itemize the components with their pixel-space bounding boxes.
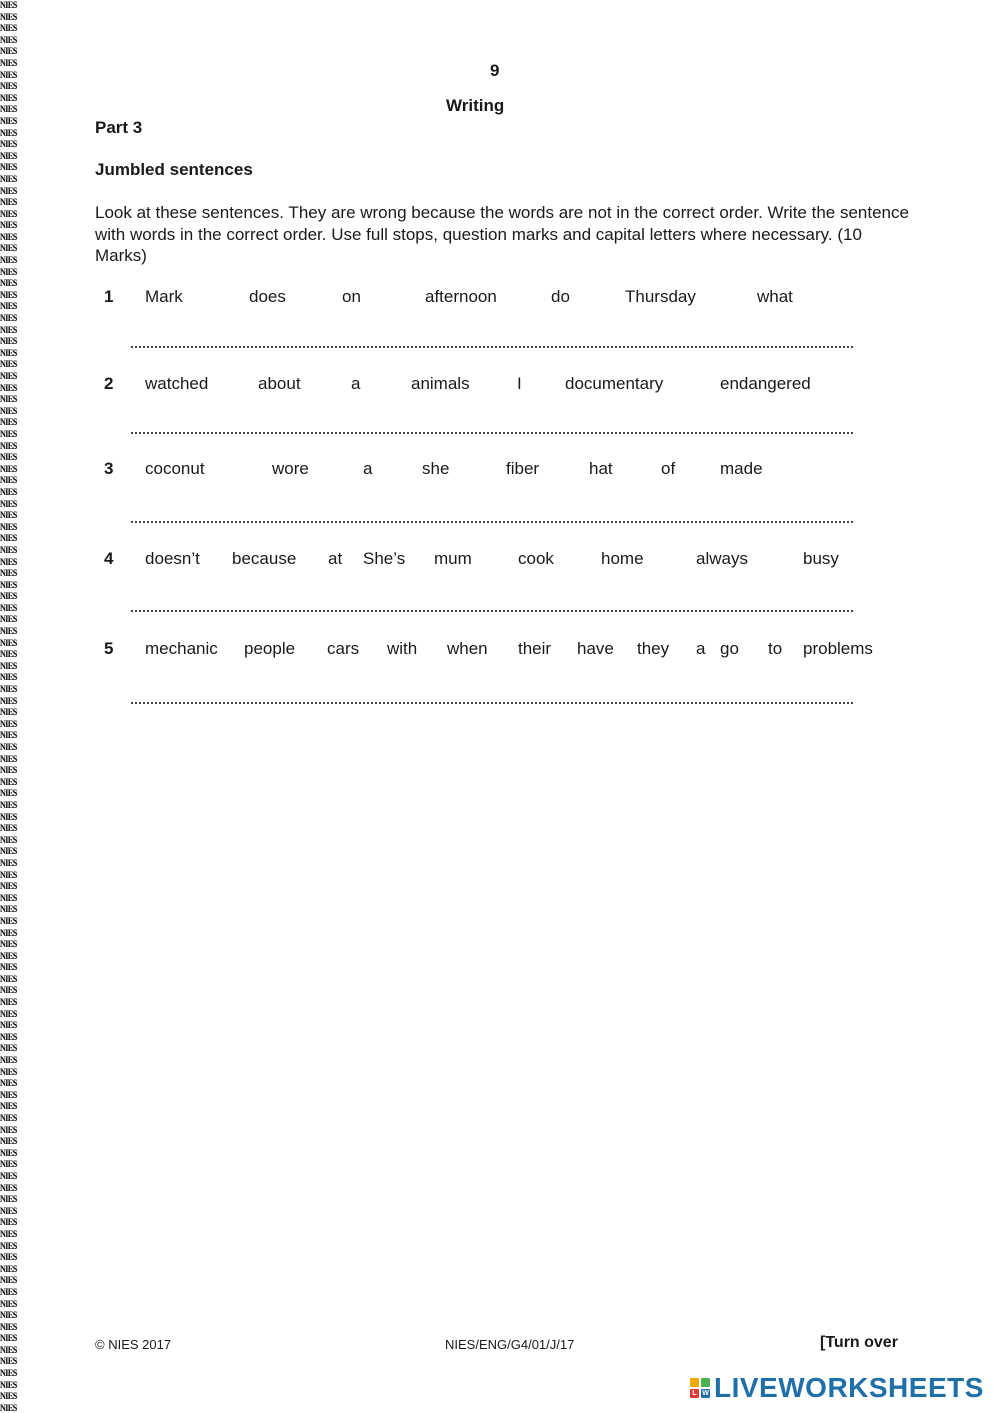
margin-watermark-text: NIES <box>0 1263 17 1274</box>
jumbled-word: documentary <box>565 374 664 393</box>
margin-watermark-text: NIES <box>0 324 17 335</box>
jumbled-word: problems <box>803 639 873 658</box>
margin-watermark-text: NIES <box>0 104 17 115</box>
margin-watermark-text: NIES <box>0 857 17 868</box>
margin-watermark-text: NIES <box>0 973 17 984</box>
margin-watermark-text: NIES <box>0 869 17 880</box>
margin-watermark-text: NIES <box>0 475 17 486</box>
margin-watermark-text: NIES <box>0 730 17 741</box>
jumbled-word: mum <box>434 549 472 568</box>
margin-watermark-text: NIES <box>0 1368 17 1379</box>
margin-watermark-text: NIES <box>0 347 17 358</box>
margin-watermark-text: NIES <box>0 185 17 196</box>
margin-watermark-text: NIES <box>0 904 17 915</box>
margin-watermark-text: NIES <box>0 892 17 903</box>
margin-watermark-text: NIES <box>0 510 17 521</box>
margin-watermark-text: NIES <box>0 359 17 370</box>
part-title: Part 3 <box>95 118 143 137</box>
margin-watermark-text: NIES <box>0 405 17 416</box>
answer-line-5[interactable] <box>131 699 853 704</box>
question-number: 1 <box>104 287 114 306</box>
liveworksheets-logo[interactable] <box>690 1372 984 1404</box>
margin-watermark-text: NIES <box>0 231 17 242</box>
footer-code: NIES/ENG/G4/01/J/17 <box>445 1337 575 1352</box>
jumbled-word: cook <box>518 549 554 568</box>
instructions: Look at these sentences. They are wrong because the words are not in the correct order. Write the sentence with words in the correct order. Use full stops, question marks and capital letters where necessary. (10 Marks) <box>95 203 909 265</box>
margin-watermark-text: NIES <box>0 1217 17 1228</box>
jumbled-word: hat <box>589 459 613 478</box>
margin-watermark-text: NIES <box>0 718 17 729</box>
question-number: 4 <box>104 549 114 568</box>
jumbled-word: what <box>757 287 793 306</box>
margin-watermark-text: NIES <box>0 1170 17 1181</box>
margin-watermark-text: NIES <box>0 1379 17 1390</box>
margin-watermark-text: NIES <box>0 162 17 173</box>
jumbled-word: about <box>258 374 301 393</box>
margin-watermark-text: NIES <box>0 208 17 219</box>
margin-watermark-text: NIES <box>0 649 17 660</box>
margin-watermark-text: NIES <box>0 417 17 428</box>
liveworksheets-icon: L W <box>690 1378 710 1398</box>
margin-watermark-text: NIES <box>0 394 17 405</box>
margin-watermark-text: NIES <box>0 463 17 474</box>
margin-watermark-text: NIES <box>0 579 17 590</box>
margin-watermark-text: NIES <box>0 544 17 555</box>
margin-watermark-text: NIES <box>0 440 17 451</box>
jumbled-word: cars <box>327 639 360 658</box>
jumbled-word: Thursday <box>625 287 696 306</box>
margin-watermark-text: NIES <box>0 915 17 926</box>
jumbled-word: do <box>551 287 570 306</box>
margin-watermark-text: NIES <box>0 568 17 579</box>
jumbled-word: fiber <box>506 459 540 478</box>
margin-watermark-text: NIES <box>0 1078 17 1089</box>
margin-watermark-text: NIES <box>0 255 17 266</box>
jumbled-word: I <box>517 374 522 393</box>
margin-watermark-text: NIES <box>0 289 17 300</box>
margin-watermark-text: NIES <box>0 533 17 544</box>
margin-watermark-text: NIES <box>0 1356 17 1367</box>
jumbled-word: home <box>601 549 644 568</box>
margin-watermark-text: NIES <box>0 626 17 637</box>
margin-watermark-text: NIES <box>0 985 17 996</box>
margin-watermark-text: NIES <box>0 521 17 532</box>
margin-watermark-text: NIES <box>0 498 17 509</box>
jumbled-word: always <box>696 549 748 568</box>
margin-watermark-text: NIES <box>0 1252 17 1263</box>
margin-watermark-text: NIES <box>0 115 17 126</box>
jumbled-word: afternoon <box>425 287 497 306</box>
margin-watermark-text: NIES <box>0 1310 17 1321</box>
jumbled-word: doesn’t <box>145 549 200 568</box>
margin-watermark-text: NIES <box>0 69 17 80</box>
margin-watermark-text: NIES <box>0 1031 17 1042</box>
margin-watermark-text: NIES <box>0 834 17 845</box>
jumbled-word: they <box>637 639 670 658</box>
margin-watermark-text: NIES <box>0 278 17 289</box>
margin-watermark-text: NIES <box>0 81 17 92</box>
margin-watermark-text: NIES <box>0 1113 17 1123</box>
margin-watermark-text: NIES <box>0 695 17 706</box>
margin-watermark-text: NIES <box>0 57 17 68</box>
margin-watermark-text: NIES <box>0 1089 17 1100</box>
question-number: 3 <box>104 459 114 478</box>
jumbled-word: go <box>720 639 739 658</box>
margin-watermark-text: NIES <box>0 672 17 683</box>
margin-watermark-strip <box>0 0 26 1413</box>
margin-watermark-text: NIES <box>0 1020 17 1031</box>
margin-watermark-text: NIES <box>0 1321 17 1332</box>
margin-watermark-text: NIES <box>0 1136 17 1147</box>
margin-watermark-text: NIES <box>0 150 17 161</box>
margin-watermark-text: NIES <box>0 243 17 254</box>
margin-watermark-text: NIES <box>0 220 17 231</box>
margin-watermark-text: NIES <box>0 684 17 695</box>
jumbled-word: at <box>328 549 343 568</box>
answer-line-3[interactable] <box>131 518 853 523</box>
margin-watermark-text: NIES <box>0 1159 17 1170</box>
jumbled-word: she <box>422 459 450 478</box>
jumbled-word: of <box>661 459 676 478</box>
jumbled-word: a <box>351 374 361 393</box>
jumbled-word: to <box>768 639 783 658</box>
margin-watermark-text: NIES <box>0 1124 17 1135</box>
jumbled-word: with <box>387 639 418 658</box>
margin-watermark-text: NIES <box>0 197 17 208</box>
jumbled-word: when <box>447 639 488 658</box>
jumbled-word: on <box>342 287 361 306</box>
margin-watermark-text: NIES <box>0 1205 17 1216</box>
jumbled-word: made <box>720 459 763 478</box>
margin-watermark-text: NIES <box>0 799 17 810</box>
answer-line-1[interactable] <box>131 343 853 348</box>
margin-watermark-text: NIES <box>0 1228 17 1239</box>
margin-watermark-text: NIES <box>0 23 17 34</box>
margin-watermark-text: NIES <box>0 1275 17 1286</box>
margin-watermark-text: NIES <box>0 1055 17 1066</box>
margin-watermark-text: NIES <box>0 637 17 648</box>
margin-watermark-text: NIES <box>0 881 17 892</box>
margin-watermark-text: NIES <box>0 962 17 973</box>
margin-watermark-text: NIES <box>0 428 17 439</box>
page-number: 9 <box>490 61 500 80</box>
margin-watermark-text: NIES <box>0 266 17 277</box>
margin-watermark-text: NIES <box>0 591 17 602</box>
margin-watermark-text: NIES <box>0 846 17 857</box>
margin-watermark-text: NIES <box>0 753 17 764</box>
margin-watermark-text: NIES <box>0 939 17 950</box>
jumbled-word: watched <box>145 374 209 393</box>
subtitle: Jumbled sentences <box>95 160 253 179</box>
margin-watermark-text: NIES <box>0 1344 17 1355</box>
margin-watermark-text: NIES <box>0 556 17 567</box>
jumbled-word: a <box>696 639 706 658</box>
margin-watermark-text: NIES <box>0 1101 17 1112</box>
margin-watermark-text: NIES <box>0 1298 17 1309</box>
margin-watermark-text: NIES <box>0 127 17 138</box>
margin-watermark-text: NIES <box>0 313 17 324</box>
margin-watermark-text: NIES <box>0 139 17 150</box>
margin-watermark-text: NIES <box>0 1240 17 1251</box>
margin-watermark-text: NIES <box>0 371 17 381</box>
jumbled-word: animals <box>411 374 470 393</box>
answer-line-2[interactable] <box>131 429 853 434</box>
margin-watermark-text: NIES <box>0 382 17 393</box>
margin-watermark-text: NIES <box>0 765 17 776</box>
margin-watermark-text: NIES <box>0 614 17 625</box>
jumbled-word: have <box>577 639 614 658</box>
margin-watermark-text: NIES <box>0 1147 17 1158</box>
margin-watermark-text: NIES <box>0 46 17 57</box>
margin-watermark-text: NIES <box>0 1008 17 1019</box>
jumbled-word: because <box>232 549 297 568</box>
margin-watermark-text: NIES <box>0 1066 17 1077</box>
jumbled-word: people <box>244 639 296 658</box>
question-number: 5 <box>104 639 114 658</box>
jumbled-word: mechanic <box>145 639 218 658</box>
jumbled-word: endangered <box>720 374 811 393</box>
margin-watermark-text: NIES <box>0 0 17 10</box>
margin-watermark-text: NIES <box>0 336 17 347</box>
answer-line-4[interactable] <box>131 607 853 612</box>
margin-watermark-text: NIES <box>0 11 17 22</box>
margin-watermark-text: NIES <box>0 707 17 718</box>
jumbled-word: busy <box>803 549 839 568</box>
margin-watermark-text: NIES <box>0 997 17 1008</box>
margin-watermark-text: NIES <box>0 1391 17 1402</box>
margin-watermark-text: NIES <box>0 660 17 671</box>
margin-watermark-text: NIES <box>0 1194 17 1205</box>
margin-watermark-text: NIES <box>0 602 17 613</box>
margin-watermark-text: NIES <box>0 92 17 103</box>
jumbled-word: wore <box>272 459 309 478</box>
margin-watermark-text: NIES <box>0 811 17 822</box>
jumbled-word: their <box>518 639 552 658</box>
margin-watermark-text: NIES <box>0 1043 17 1054</box>
jumbled-word: coconut <box>145 459 205 478</box>
margin-watermark-text: NIES <box>0 301 17 312</box>
jumbled-word: Mark <box>145 287 183 306</box>
margin-watermark-text: NIES <box>0 1286 17 1297</box>
footer-copyright: © NIES 2017 <box>95 1337 172 1352</box>
margin-watermark-text: NIES <box>0 34 17 45</box>
question-number: 2 <box>104 374 114 393</box>
margin-watermark-text: NIES <box>0 742 17 752</box>
margin-watermark-text: NIES <box>0 452 17 463</box>
margin-watermark-text: NIES <box>0 927 17 938</box>
margin-watermark-text: NIES <box>0 486 17 497</box>
turn-over-label: [Turn over <box>820 1334 898 1351</box>
margin-watermark-text: NIES <box>0 1182 17 1193</box>
margin-watermark-text: NIES <box>0 1402 17 1413</box>
margin-watermark-text: NIES <box>0 950 17 961</box>
section-title: Writing <box>446 96 505 115</box>
jumbled-word: She’s <box>363 549 406 568</box>
margin-watermark-text: NIES <box>0 173 17 184</box>
liveworksheets-logo-text: LIVEWORKSHEETS <box>714 1372 984 1403</box>
jumbled-word: does <box>249 287 286 306</box>
margin-watermark-text: NIES <box>0 776 17 787</box>
margin-watermark-text: NIES <box>0 823 17 834</box>
margin-watermark-text: NIES <box>0 788 17 799</box>
margin-watermark-text: NIES <box>0 1333 17 1344</box>
jumbled-word: a <box>363 459 373 478</box>
